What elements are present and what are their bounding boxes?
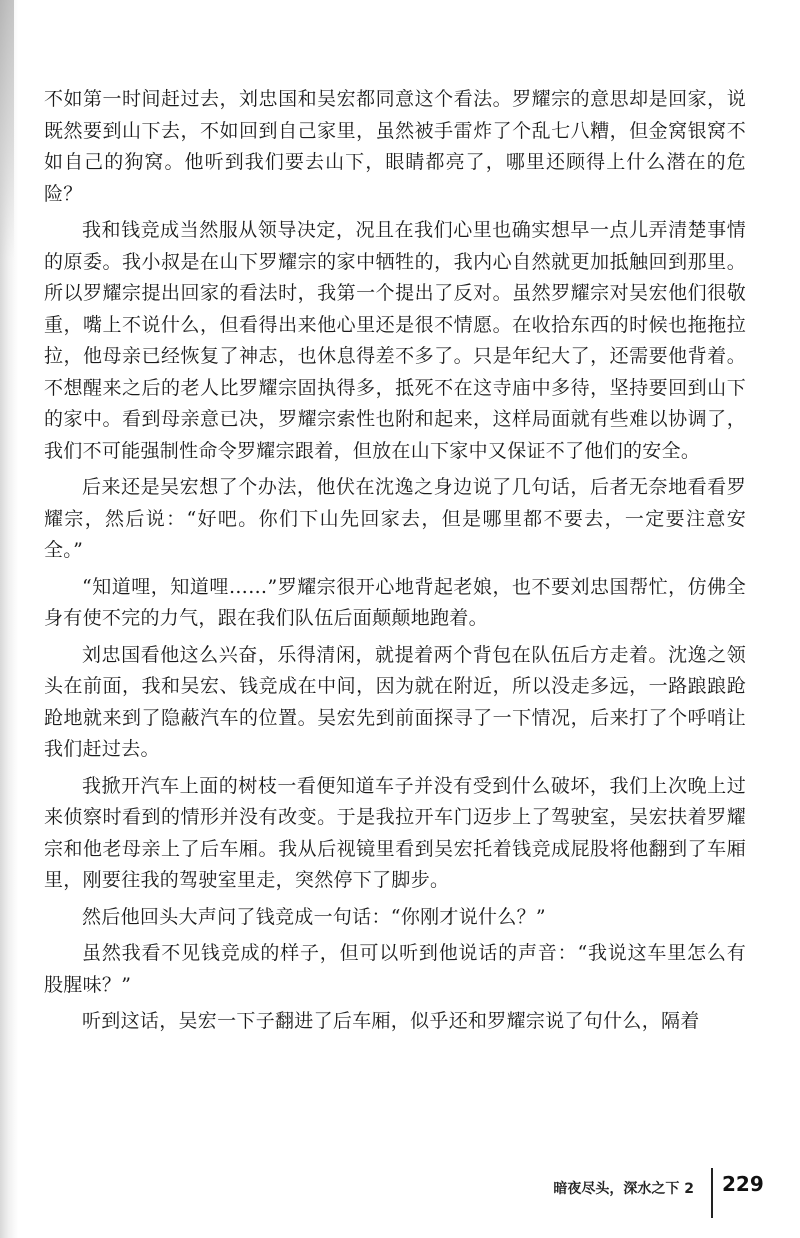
footer-divider [711,1168,713,1218]
scan-edge-smudge [0,0,14,260]
paragraph: 听到这话，吴宏一下子翻进了后车厢，似乎还和罗耀宗说了句什么，隔着 [82,1010,700,1032]
body-text [44,84,746,1043]
running-head: 暗夜尽头，深水之下 2 [553,1181,694,1197]
paragraph: 我掀开汽车上面的树枝一看便知道车子并没有受到什么破坏，我们上次晚上过来侦察时看到的情形并没有改变。于是我拉开车门迈步上了驾驶室，吴宏扶着罗耀宗和他老母亲上了后车厢。我从后视镜里看到吴宏托着钱竞成屁股将他翻到了车厢里，刚要往我的驾驶室里走，突然停下了脚步。 [44,774,746,891]
paragraph: 我和钱竞成当然服从领导决定，况且在我们心里也确实想早一点儿弄清楚事情的原委。我小叔是在山下罗耀宗的家中牺牲的，我内心自然就更加抵触回到那里。所以罗耀宗提出回家的看法时，我第一个提出了反对。虽然罗耀宗对吴宏他们很敬重，嘴上不说什么，但看得出来他心里还是很不情愿。在收拾东西的时候也拖拖拉拉，他母亲已经恢复了神志，也休息得差不多了。只是年纪大了，还需要他背着。不想醒来之后的老人比罗耀宗固执得多，抵死不在这寺庙中多待，坚持要回到山下的家中。看到母亲意已决，罗耀宗索性也附和起来，这样局面就有些难以协调了，我们不可能强制性命令罗耀宗跟着，但放在山下家中又保证不了他们的安全。 [44,219,746,462]
paragraph: 后来还是吴宏想了个办法，他伏在沈逸之身边说了几句话，后者无奈地看看罗耀宗，然后说：“好吧。你们下山先回家去，但是哪里都不要去，一定要注意安全。” [44,476,746,561]
paragraph: 不如第一时间赶过去，刘忠国和吴宏都同意这个看法。罗耀宗的意思却是回家，说既然要到山下去，不如回到自己家里，虽然被手雷炸了个乱七八糟，但金窝银窝不如自己的狗窝。他听到我们要去山下，眼睛都亮了，哪里还顾得上什么潜在的危险？ [44,88,746,205]
paragraph: 然后他回头大声问了钱竞成一句话：“你刚才说什么？” [82,905,546,928]
paragraph: 虽然我看不见钱竞成的样子，但可以听到他说话的声音：“我说这车里怎么有股腥味？” [44,942,746,996]
page-footer [0,1168,800,1238]
paragraph: “知道哩，知道哩……”罗耀宗很开心地背起老娘，也不要刘忠国帮忙，仿佛全身有使不完的力气，跟在我们队伍后面颠颠地跑着。 [44,575,746,629]
paragraph: 刘忠国看他这么兴奋，乐得清闲，就提着两个背包在队伍后方走着。沈逸之领头在前面，我和吴宏、钱竞成在中间，因为就在附近，所以没走多远，一路踉踉跄跄地就来到了隐蔽汽车的位置。吴宏先到前面探寻了一下情况，后来打了个呼哨让我们赶过去。 [44,643,746,760]
page-number: 229 [722,1172,764,1196]
